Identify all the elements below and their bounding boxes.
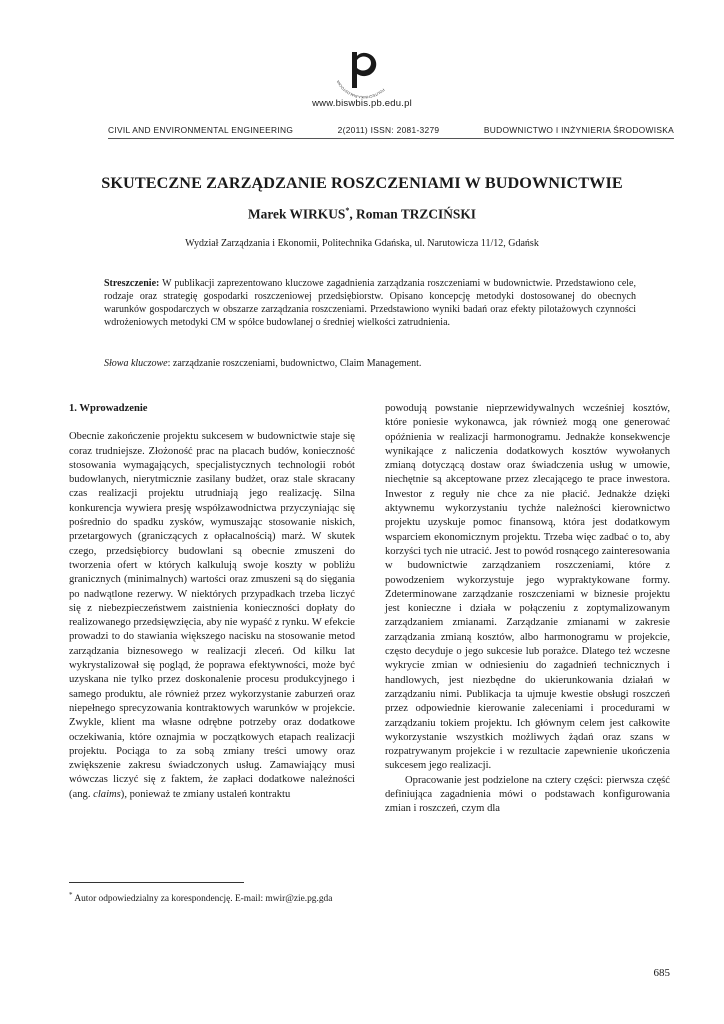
- body-text: Obecnie zakończenie projektu sukcesem w budownictwie staje się coraz trudniejsze. Złożoność prac na placach budów, konieczność stosowania wymagających, specjalistycznych technologii robót budowlanych, nierytmicznie zasilany budżet, oraz stale skracany czas realizacji projektu utrudniają jego realizację. Silna konkurencja wywiera presję współzawodnictwa przyczyniając się pośrednio do spadku zysków, wymuszając stosowanie niskich, przetargowych (graniczących z opłacalnością) marż. W skutek czego, przedsiębiorcy budowlani są obecnie zmuszeni do tworzenia ofert w których kalkulują swoje koszty w pobliżu granicznych (minimalnych) wartości oraz zmuszeni są do sięgania po nadwątlone rezerwy. W niektórych przypadkach trzeba liczyć się z niebezpieczeństwem zaistnienia konieczności dopłaty do realizowanego przedsięwzięcia, aby nie wypaść z rynku. W efekcie prowadzi to do stawiania większego nacisku na stosowanie metod zarządzania biznesowego w realizacji zleceń. Od kilku lat wykrystalizował się pogląd, że poprawa efektywności, może być uzyskana nie tylko przez doskonalenie procesu produkcyjnego i samego produktu, ale również przez wykorzystanie zaburzeń oraz niepełnego sprecyzowania kontraktowych warunków w projekcie. Zwykle, klient ma własne odrębne potrzeby oraz dodatkowe oczekiwania, które oznajmia w początkowych etapach realizacji projektu. Pociąga to za sobą zmiany treści umowy oraz zwiększenie zakresu świadczonych usług. Zamawiający musi wówczas liczyć się z faktem, że zapłaci dodatkowe należności (ang.: [69, 431, 355, 800]
- author-list: [0, 206, 724, 222]
- section-heading: 1. Wprowadzenie: [69, 403, 148, 414]
- university-logo: [330, 34, 398, 102]
- footnote-text: Autor odpowiedzialny za korespondencję. E-mail: mwir@zie.pg.gda: [72, 894, 333, 905]
- abstract: [104, 277, 636, 329]
- body-paragraph: [69, 430, 355, 802]
- author-name: Marek WIRKUS: [248, 206, 346, 222]
- keywords: [104, 357, 636, 370]
- body-italic-term: claims: [93, 788, 121, 800]
- footnote-mark: *: [69, 891, 73, 899]
- author-separator: ,: [349, 206, 357, 222]
- abstract-label: Streszczenie:: [104, 278, 160, 289]
- journal-issue-issn: 2(2011) ISSN: 2081-3279: [337, 125, 440, 135]
- author-name: Roman TRZCIŃSKI: [356, 206, 476, 222]
- journal-website: www.biswbis.pb.edu.pl: [312, 98, 412, 109]
- footnote-rule: [69, 882, 244, 883]
- keywords-text: : zarządzanie roszczeniami, budownictwo, Claim Management.: [167, 358, 422, 369]
- logo-letter-mark: [352, 52, 376, 88]
- body-column-right: [385, 402, 670, 817]
- author-affiliation: Wydział Zarządzania i Ekonomii, Politechnika Gdańska, ul. Narutowicza 11/12, Gdańsk: [185, 238, 539, 249]
- page-number: 685: [653, 967, 670, 979]
- journal-header-bar: [108, 123, 674, 137]
- footnote: [69, 891, 332, 904]
- corresponding-author-mark: *: [345, 206, 350, 215]
- keywords-label: Słowa kluczowe: [104, 358, 168, 369]
- journal-name-pl: BUDOWNICTWO I INŻYNIERIA ŚRODOWISKA: [483, 125, 674, 135]
- body-text: ), ponieważ te zmiany ustaleń kontraktu: [120, 788, 291, 800]
- journal-name-en: CIVIL AND ENVIRONMENTAL ENGINEERING: [108, 125, 294, 135]
- body-paragraph: powodują powstanie nieprzewidywalnych wcześniej kosztów, które poniesie wykonawca, jak również mogą one generować opóźnienia w realizacji harmonogramu. Jednakże konsekwencje wynikające z naliczenia dodatkowych kosztów wywołanych zmianą dotyczącą dostaw oraz świadczenia usług w umowie, niechętnie są akceptowane przez zlecającego te prace inwestora. Inwestor z reguły nie chce za nie płacić. Jednakże dzięki aktywnemu wykorzystaniu tychże należności kierownictwo projektu uzyskuje pomoc finansową, która jest dodatkowym wsparciem ekonomicznym projektu. Trzeba więc zadbać o to, aby korzyści tych nie utracić. Jest to powód rosnącego zainteresowania w budownictwie zarządzaniem roszczeniami, które z powodzeniem wykorzystuje jego wypraktykowane formy. Zdeterminowane zarządzanie roszczeniami w biznesie projektu jest konieczne i działa w połączeniu z zoptymalizowanym zarządzaniem zmianami. Zarządzanie zmianami w zakresie zarządzania zmianą kosztów, albo harmonogramu w projekcie, często decyduje o jego sukcesie lub porażce. Dlatego też wczesne wykrycie zmian w odniesieniu do zagadnień technicznych i handlowych, jest niezbędne do ukierunkowania działań w zarządzaniu nimi. Publikacja ta ujmuje kwestie obsługi roszczeń przez odpowiednie kierowanie zaleceniami i procedurami w zarządzaniu tokiem projektu. Ich głównym celem jest całkowite wykorzystanie wszystkich możliwych żądań oraz szans w rozpatrywanym projekcie i w rezultacie zapewnienie ukończenia sukcesem jego realizacji.: [385, 403, 670, 772]
- svg-text:POLITECHNIKA BIAŁOSTOCKA: [336, 79, 385, 99]
- abstract-text: W publikacji zaprezentowano kluczowe zagadnienia zarządzania roszczeniami w budownictwie. Przedstawiono cele, rodzaje oraz strategię gospodarki roszczeniowej przedsiębiorstw. Opisano koncepcję metodyki dostosowanej do obecnych warunków gospodarczych w obszarze zarządzania roszczeniami. Przedstawiono wyniki badań oraz efekty pilotażowych czynności wdrożeniowych metodyki CM w spółce budowlanej o średniej wielkości zatrudnienia.: [104, 278, 636, 328]
- body-column-left: [69, 402, 355, 802]
- header-rule: [108, 138, 674, 139]
- article-title: SKUTECZNE ZARZĄDZANIE ROSZCZENIAMI W BUDOWNICTWIE: [101, 174, 623, 192]
- body-paragraph: Opracowanie jest podzielone na cztery części: pierwsza część definiująca zagadnienia mówi o podstawach konfigurowania zmian i roszczeń, czym dla: [385, 774, 670, 815]
- logo-ring-text: POLITECHNIKA BIAŁOSTOCKA: [335, 79, 386, 100]
